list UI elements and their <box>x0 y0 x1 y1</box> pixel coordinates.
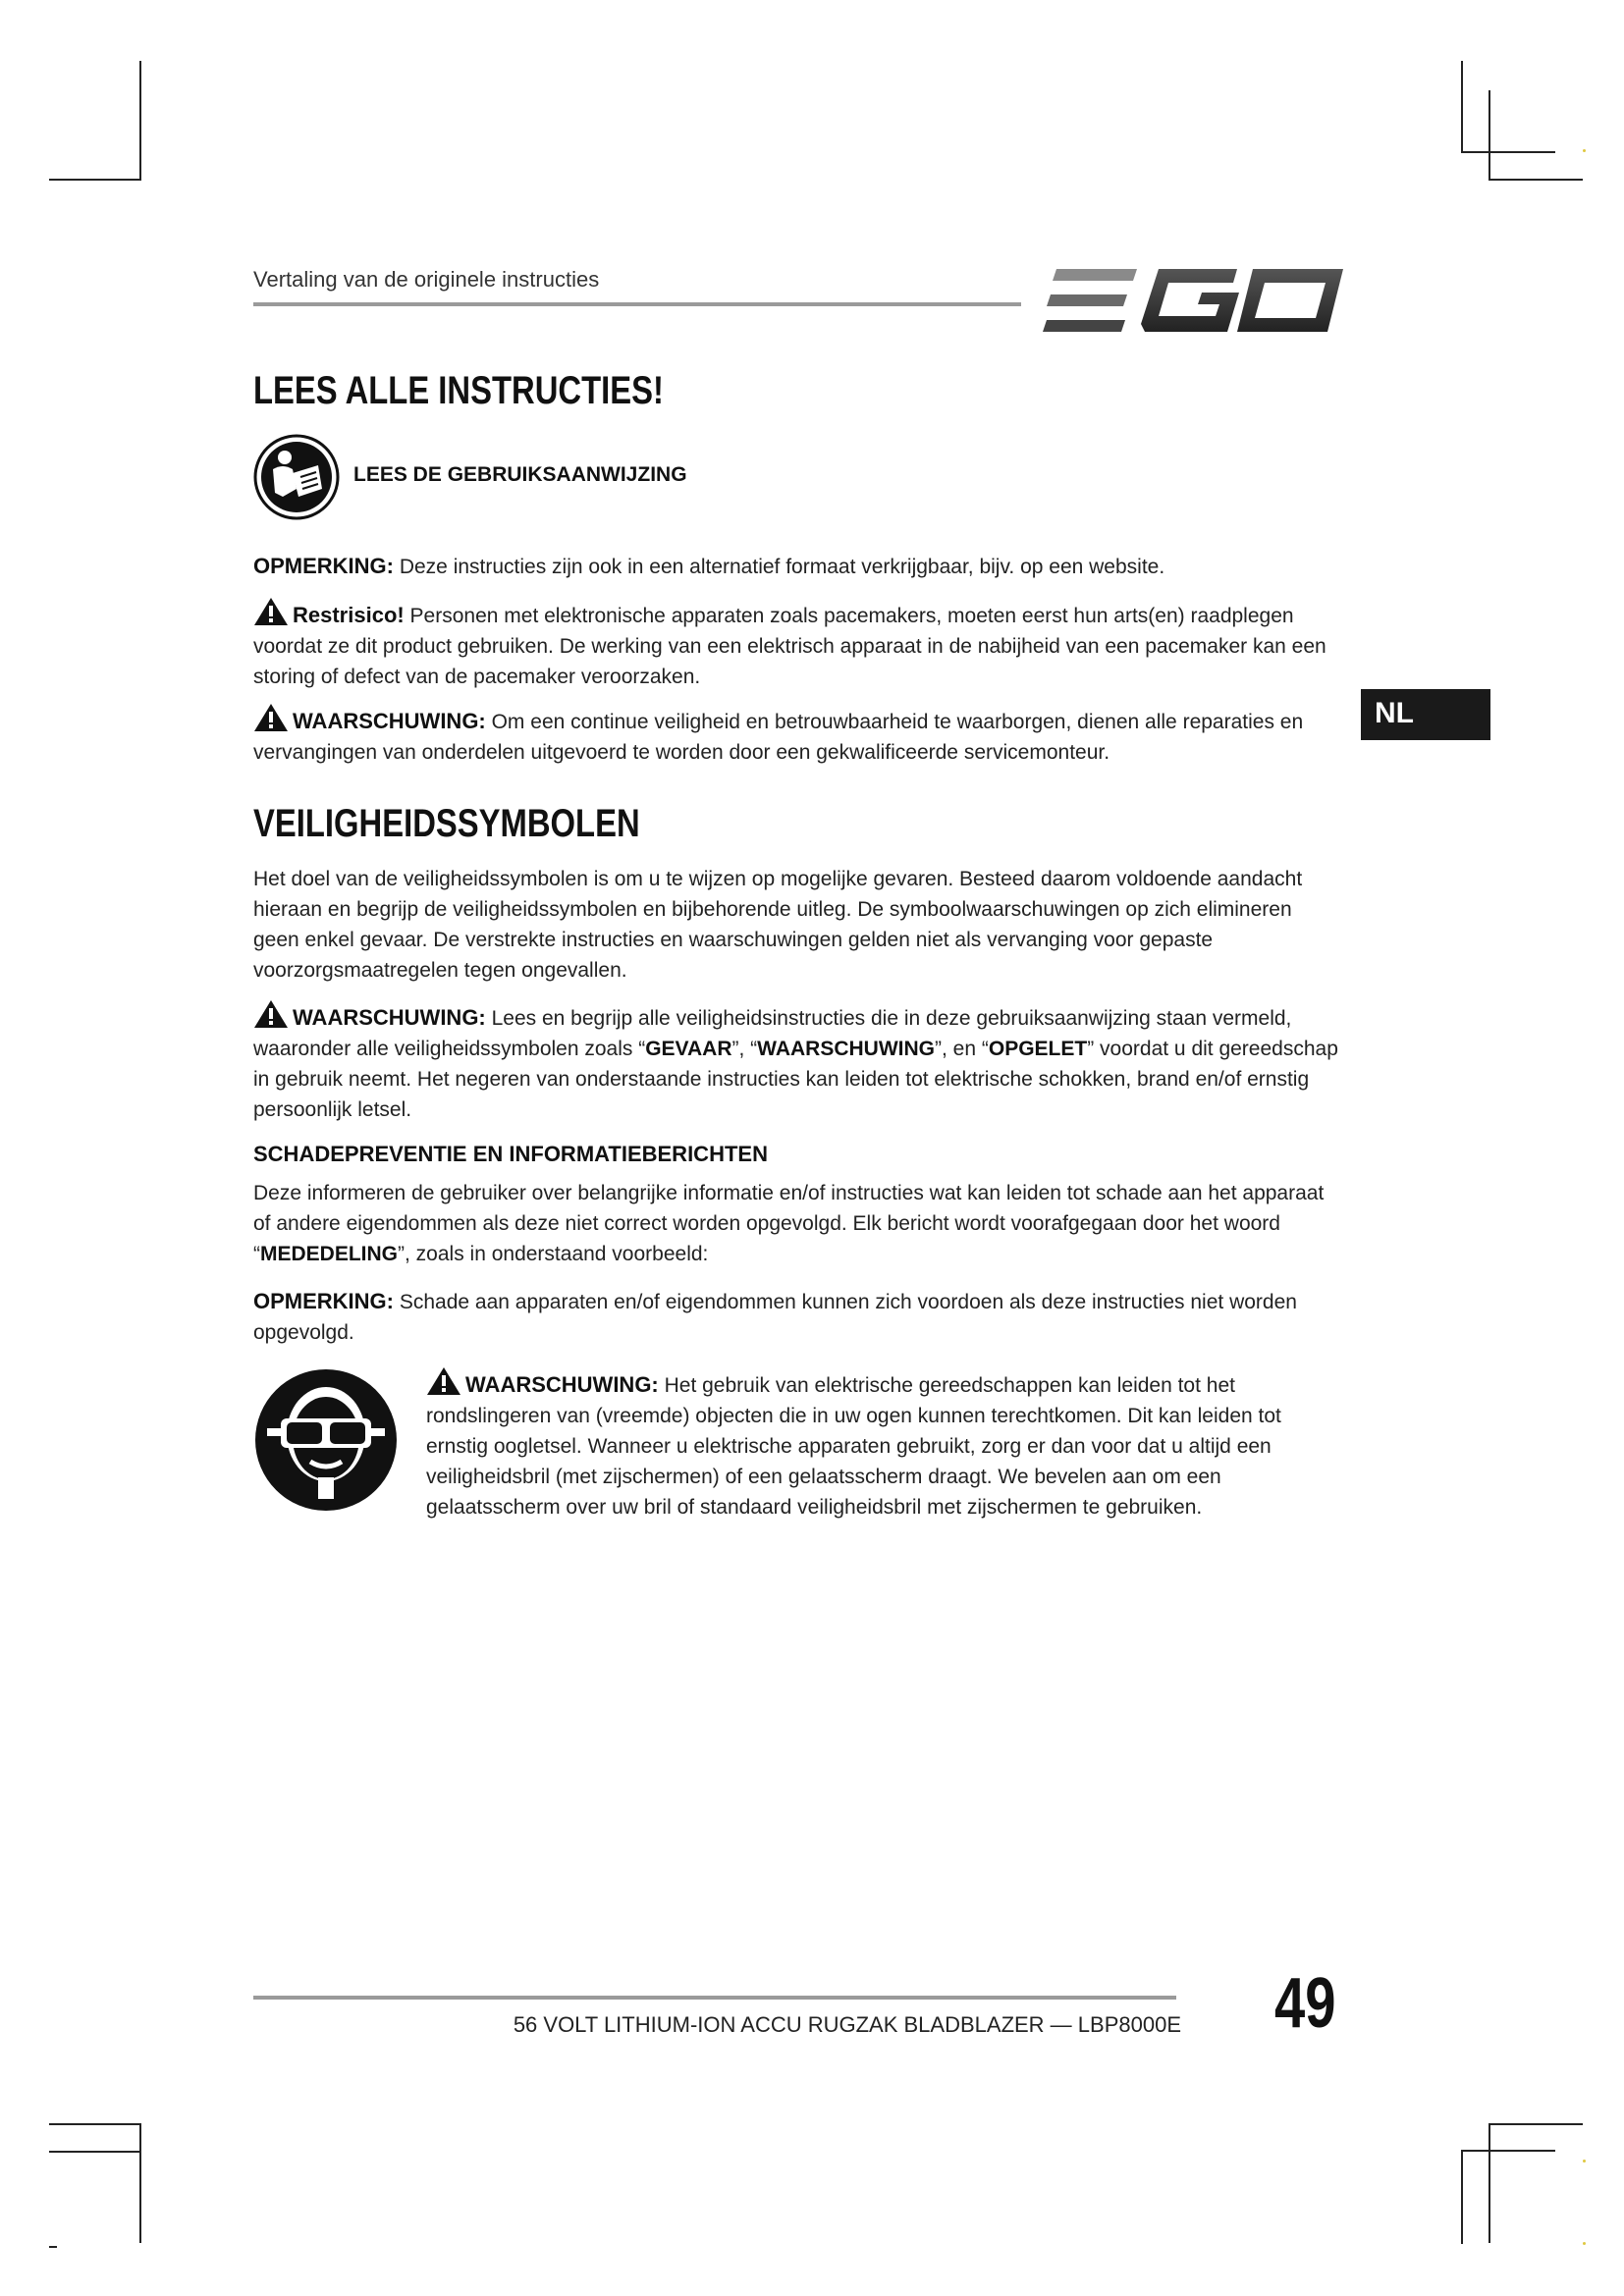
safety-warning-text: ”, “ <box>731 1038 758 1060</box>
read-manual-icon <box>253 434 340 520</box>
term-mededeling: MEDEDELING <box>260 1243 399 1265</box>
crop-mark <box>1461 2150 1463 2244</box>
safety-warning-text: ” voordat u dit gereedschap in gebruik neemt. Het negeren van onderstaande instructies kan leiden tot elektrische schokken, brand en/of ernstig persoonlijk letsel. <box>253 1038 1338 1121</box>
page-number: 49 <box>1274 1964 1336 2043</box>
crop-mark <box>49 2246 57 2248</box>
crop-mark <box>1461 151 1555 153</box>
ego-logo <box>1043 265 1345 338</box>
service-warning-paragraph <box>253 703 1343 768</box>
language-tab-label: NL <box>1375 697 1414 729</box>
language-tab <box>1361 689 1490 740</box>
eye-warning-label: WAARSCHUWING: <box>465 1372 659 1397</box>
eye-warning-text: Het gebruik van elektrische gereedschappen kan leiden tot het rondslingeren van (vreemde) objecten die in uw ogen kunnen terechtkomen. Dit kan leiden tot ernstig oogletsel. Wanneer u elektrische apparaten gebruikt, zorg er dan voor dat u altijd een veiligheidsbril (met zijschermen) of een gelaatsscherm draagt. We bevelen aan om een gelaatsscherm over uw bril of standaard veiligheidsbril met zijschermen te gebruiken. <box>426 1374 1281 1519</box>
crop-mark <box>139 61 141 181</box>
footer-rule <box>253 1996 1176 2000</box>
safety-symbols-intro: Het doel van de veiligheidssymbolen is om u te wijzen op mogelijke gevaren. Besteed daarom voldoende aandacht hieraan en begrijp de veiligheidssymbolen en bijbehorende uitleg. De symboolwaarschuwingen op zich elimineren geen enkel gevaar. De verstrekte instructies en waarschuwingen gelden niet als vervanging voor gepaste voorzorgsmaatregelen tegen ongevallen. <box>253 868 1303 982</box>
read-manual-label: LEES DE GEBRUIKSAANWIJZING <box>353 463 687 486</box>
crop-mark <box>1461 61 1463 153</box>
service-warning-label: WAARSCHUWING: <box>293 709 486 733</box>
residual-risk-label: Restrisico! <box>293 603 405 627</box>
warning-triangle-icon <box>253 597 289 626</box>
safety-goggles-icon <box>253 1367 399 1513</box>
note-text: Deze instructies zijn ook in een alternatief formaat verkrijgbaar, bijv. op een website. <box>394 556 1165 578</box>
crop-mark <box>1461 2150 1555 2152</box>
crop-mark <box>1489 2123 1490 2243</box>
footer-product-name: 56 VOLT LITHIUM-ION ACCU RUGZAK BLADBLAZER — LBP8000E <box>513 2012 1181 2037</box>
note-paragraph <box>253 551 1343 582</box>
note-label: OPMERKING: <box>253 554 394 578</box>
crop-mark <box>49 2123 141 2125</box>
safety-warning-text: ”, en “ <box>935 1038 989 1060</box>
safety-warning-paragraph <box>253 999 1343 1125</box>
damage-prevention-paragraph <box>253 1178 1343 1269</box>
registration-dot <box>1583 149 1586 152</box>
residual-risk-paragraph <box>253 597 1343 692</box>
header-subtitle: Vertaling van de originele instructies <box>253 267 600 292</box>
warning-triangle-icon <box>253 999 289 1029</box>
header-rule <box>253 302 1021 306</box>
eye-protection-warning <box>426 1366 1347 1522</box>
safety-warning-label: WAARSCHUWING: <box>293 1005 486 1030</box>
term-opgelet: OPGELET <box>988 1038 1088 1060</box>
damage-note-label: OPMERKING: <box>253 1289 394 1313</box>
crop-mark <box>1489 90 1490 181</box>
section-title-safety-symbols: VEILIGHEIDSSYMBOLEN <box>253 802 640 845</box>
registration-dot <box>1583 2160 1586 2163</box>
crop-mark <box>1489 2123 1583 2125</box>
section-title-read-instructions: LEES ALLE INSTRUCTIES! <box>253 369 664 412</box>
registration-dot <box>1583 2242 1586 2245</box>
service-warning-text: Om een continue veiligheid en betrouwbaarheid te waarborgen, dienen alle reparaties en vervangingen van onderdelen uitgevoerd te worden door een gekwalificeerde servicemonteur. <box>253 711 1304 764</box>
damage-note-text: Schade aan apparaten en/of eigendommen kunnen zich voordoen als deze instructies niet worden opgevolgd. <box>253 1291 1297 1344</box>
crop-mark <box>1489 179 1583 181</box>
damage-prevention-text: ”, zoals in onderstaand voorbeeld: <box>398 1243 709 1265</box>
damage-note-paragraph <box>253 1286 1343 1348</box>
crop-mark <box>49 2151 141 2153</box>
warning-triangle-icon <box>426 1366 461 1396</box>
term-gevaar: GEVAAR <box>645 1038 732 1060</box>
residual-risk-text: Personen met elektronische apparaten zoals pacemakers, moeten eerst hun arts(en) raadplegen voordat ze dit product gebruiken. De werking van een elektrisch apparaat in de nabijheid van een pacemaker kan een storing of defect van de pacemaker veroorzaken. <box>253 605 1326 688</box>
term-waarschuwing: WAARSCHUWING <box>757 1038 935 1060</box>
crop-mark <box>139 2123 141 2243</box>
warning-triangle-icon <box>253 703 289 732</box>
crop-mark <box>49 179 141 181</box>
safety-warning-text: Lees en begrijp alle veiligheidsinstructies die in deze gebruiksaanwijzing staan vermeld, waaronder alle veiligheidssymbolen zoals “ <box>253 1007 1292 1060</box>
damage-prevention-heading: SCHADEPREVENTIE EN INFORMATIEBERICHTEN <box>253 1142 768 1166</box>
damage-prevention-text: Deze informeren de gebruiker over belangrijke informatie en/of instructies wat kan leiden tot schade aan het apparaat of andere eigendommen als deze niet correct worden opgevolgd. Elk bericht wordt voorafgegaan door het woord “ <box>253 1182 1325 1265</box>
